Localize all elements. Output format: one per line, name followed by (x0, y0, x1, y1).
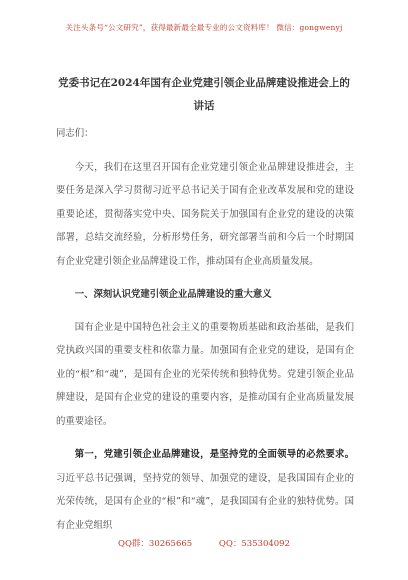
watermark-top: 关注头条号“公文研究”，获得最新最全最专业的公文资料库！ 微信：gongwenyj (65, 23, 343, 32)
section-heading-1: 一、深刻认识党建引领企业品牌建设的重大意义 (74, 289, 272, 300)
qq-number: QQ：535304092 (218, 539, 290, 549)
paragraph-first-point (56, 443, 354, 537)
first-point-lead: 第一，党建引领企业品牌建设，是坚持党的全面领导的必然要求。 (74, 449, 354, 460)
salutation: 同志们： (56, 128, 94, 139)
qq-group-number: QQ群：30265665 (117, 539, 193, 549)
paragraph-significance: 国有企业是中国特色社会主义的重要物质基础和政治基础，是我们党执政兴国的重要支柱和依靠力量。加强国有企业党的建设，是国有企业的“根”和“魂”，是国有企业的光荣传统和独特优势。党建引领企业品牌建设，是国有企业党的建设的重要内容，是推动国有企业高质量发展的重要途径。 (56, 321, 354, 427)
first-point-text: 习近平总书记强调，坚持党的领导、加强党的建设，是我国国有企业的光荣传统，是国有企业的“根”和“魂”，是我国国有企业的独特优势。国有企业党组织 (56, 472, 354, 531)
document-body (56, 122, 354, 547)
document-title: 党委书记在2024年国有企业党建引领企业品牌建设推进会上的讲话 (58, 77, 350, 112)
paragraph-intro: 今天，我们在这里召开国有企业党建引领企业品牌建设推进会，主要任务是深入学习贯彻习近平总书记关于国有企业改革发展和党的建设重要论述，贯彻落实党中央、国务院关于加强国有企业党的建设的决策部署，总结交流经验，分析形势任务，研究部署当前和今后一个时期国有企业党建引领企业品牌建设工作，推动国有企业高质量发展。 (56, 161, 354, 267)
watermark-bottom (0, 537, 408, 549)
